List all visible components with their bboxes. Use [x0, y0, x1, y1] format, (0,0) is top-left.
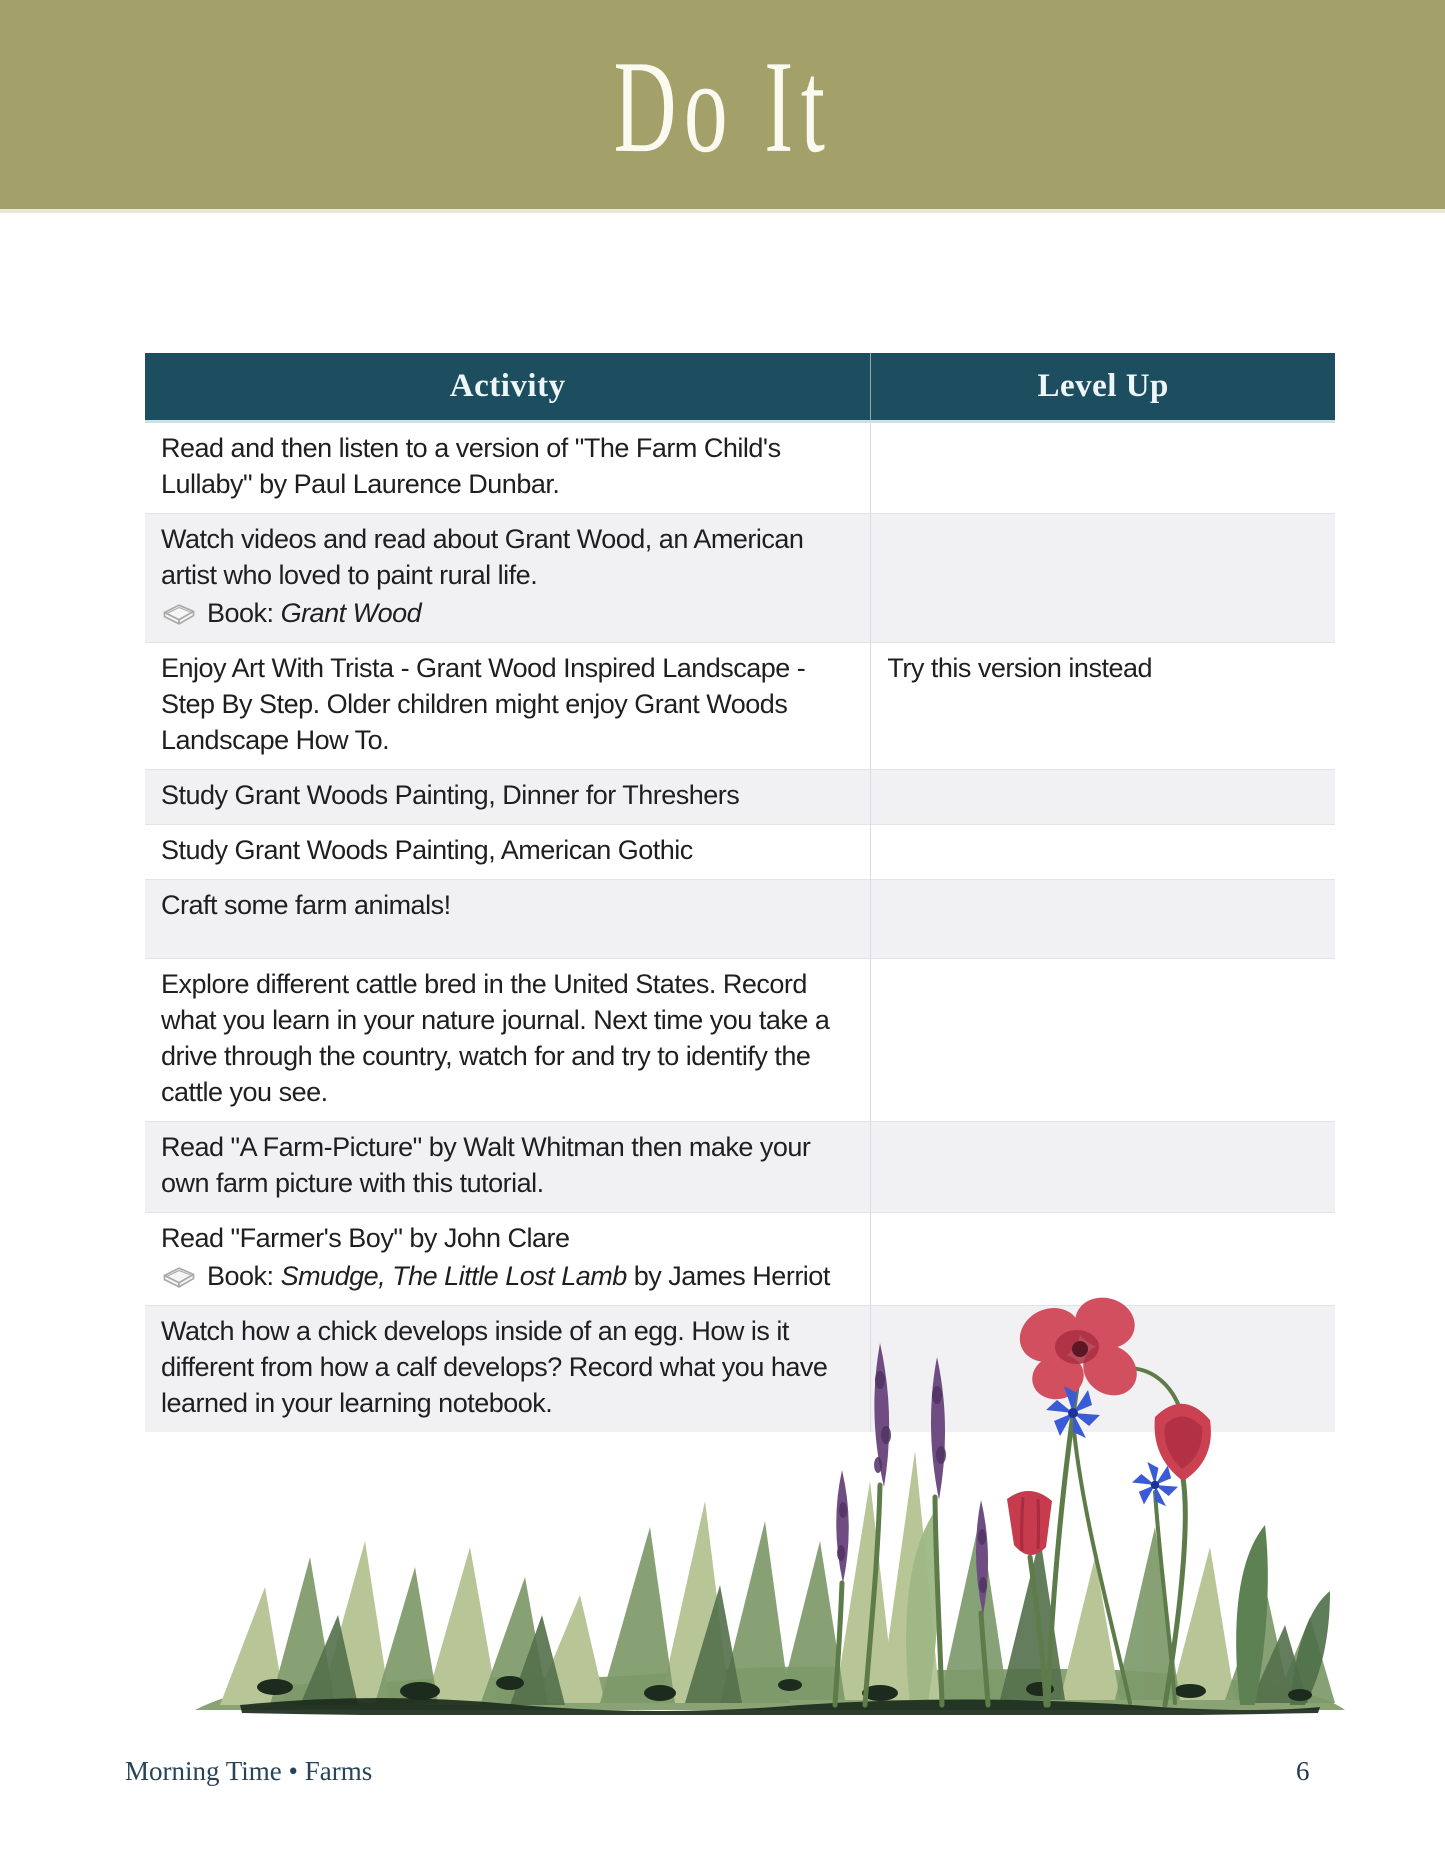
- activity-cell: [145, 770, 871, 825]
- table-row: [145, 514, 1335, 643]
- footer-breadcrumb: Morning Time • Farms: [125, 1756, 373, 1786]
- level-up-cell: [871, 643, 1335, 770]
- book-text: [207, 595, 421, 631]
- table-header: [145, 353, 1335, 422]
- grass-shadow: [240, 1676, 1320, 1715]
- activity-text: Craft some farm animals!: [161, 890, 451, 920]
- book-title: Grant Wood: [280, 598, 422, 628]
- book-title: Smudge, The Little Lost Lamb: [280, 1261, 627, 1291]
- level-up-cell: [871, 1306, 1335, 1433]
- level-up-cell: [871, 514, 1335, 643]
- table-row: [145, 880, 1335, 959]
- book-text: [207, 1258, 830, 1294]
- activity-cell: [145, 1306, 871, 1433]
- book-icon: [161, 600, 197, 627]
- activity-cell: [145, 959, 871, 1122]
- table-body: [145, 422, 1335, 1433]
- activity-text: Explore different cattle bred in the United States. Record what you learn in your nature journal. Next time you take a drive through the country, watch for and try to identify the cattle you see.: [161, 969, 830, 1107]
- level-up-cell: [871, 825, 1335, 880]
- activity-cell: [145, 422, 871, 514]
- page-title: Do It: [613, 32, 832, 180]
- activity-text: Watch how a chick develops inside of an egg. How is it different from how a calf develops? Record what you have learned in your learning notebook.: [161, 1316, 828, 1418]
- level-up-cell: [871, 1213, 1335, 1306]
- page-number: 6: [1296, 1756, 1310, 1786]
- table-row: [145, 1213, 1335, 1306]
- level-up-cell: [871, 770, 1335, 825]
- activity-cell: [145, 514, 871, 643]
- activity-cell: [145, 880, 871, 959]
- table-row: [145, 422, 1335, 514]
- table-row: [145, 643, 1335, 770]
- table-header-row: [145, 353, 1335, 422]
- column-header-level-up: Level Up: [871, 353, 1335, 422]
- table-row: [145, 1306, 1335, 1433]
- activity-text: Enjoy Art With Trista - Grant Wood Inspired Landscape - Step By Step. Older children might enjoy Grant Woods Landscape How To.: [161, 653, 806, 755]
- level-up-cell: [871, 422, 1335, 514]
- grass-tuft: [195, 1451, 1345, 1715]
- activity-text: Read and then listen to a version of "The Farm Child's Lullaby" by Paul Laurence Dunbar.: [161, 433, 781, 499]
- book-line: [161, 1258, 854, 1294]
- activity-cell: [145, 1122, 871, 1213]
- level-up-cell: [871, 1122, 1335, 1213]
- activity-cell: [145, 1213, 871, 1306]
- activity-text: Study Grant Woods Painting, American Gothic: [161, 835, 693, 865]
- book-prefix: Book:: [207, 598, 274, 628]
- activity-text: Watch videos and read about Grant Wood, an American artist who loved to paint rural life.: [161, 524, 804, 590]
- table-row: [145, 959, 1335, 1122]
- column-header-activity: Activity: [145, 353, 871, 422]
- book-prefix: Book:: [207, 1261, 274, 1291]
- activity-table: [145, 353, 1335, 1432]
- level-up-cell: [871, 959, 1335, 1122]
- activity-cell: [145, 643, 871, 770]
- page-banner: [0, 0, 1445, 213]
- activity-text: Study Grant Woods Painting, Dinner for Threshers: [161, 780, 740, 810]
- level-up-text: Try this version instead: [887, 653, 1152, 683]
- activity-text: Read "Farmer's Boy" by John Clare: [161, 1223, 570, 1253]
- activity-text: Read "A Farm-Picture" by Walt Whitman then make your own farm picture with this tutorial.: [161, 1132, 811, 1198]
- book-icon: [161, 1263, 197, 1290]
- leaf: [906, 1511, 1330, 1705]
- book-suffix: by James Herriot: [626, 1261, 830, 1291]
- table-row: [145, 770, 1335, 825]
- table-row: [145, 825, 1335, 880]
- level-up-cell: [871, 880, 1335, 959]
- book-line: [161, 595, 854, 631]
- activity-cell: [145, 825, 871, 880]
- table-row: [145, 1122, 1335, 1213]
